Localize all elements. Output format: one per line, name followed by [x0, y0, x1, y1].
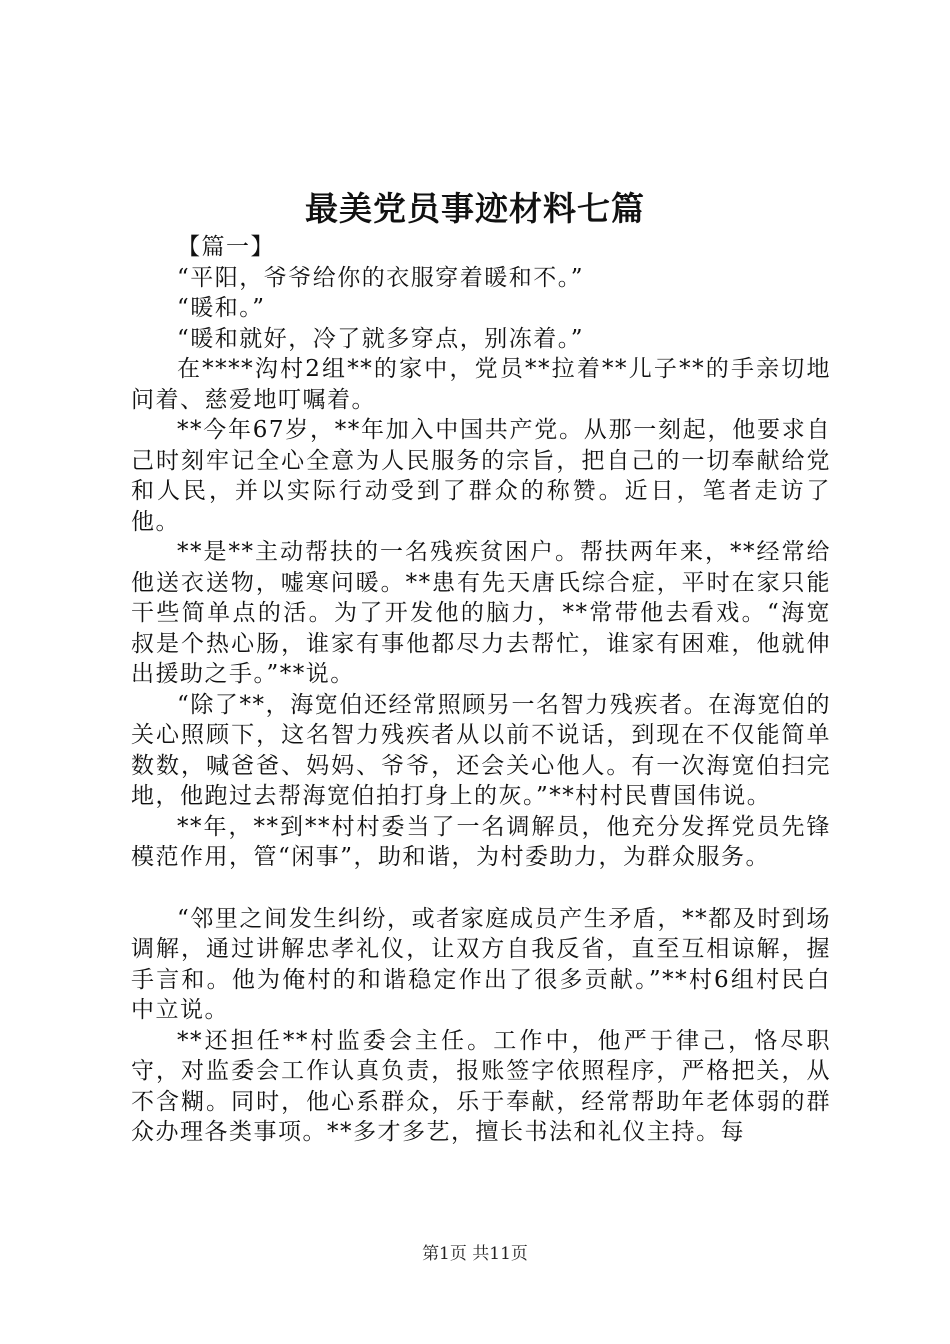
section-heading: 【篇一】 [177, 234, 275, 260]
document-body [131, 232, 831, 1148]
document-title: 最美党员事迹材料七篇 [305, 189, 645, 228]
paragraph: **还担任**村监委会主任。工作中，他严于律己，恪尽职守，对监委会工作认真负责，报账签字依照程序，严格把关，从不含糊。同时，他心系群众，乐于奉献，经常帮助年老体弱的群众办理各类事项。**多才多艺，擅长书法和礼仪主持。每 [131, 1027, 831, 1145]
paragraph: “平阳，爷爷给你的衣服穿着暖和不。” [177, 264, 585, 291]
paragraph: **年，**到**村村委当了一名调解员，他充分发挥党员先锋模范作用，管“闲事”，助和谐，为村委助力，为群众服务。 [131, 813, 831, 870]
paragraph: 在****沟村2组**的家中，党员**拉着**儿子**的手亲切地问着、慈爱地叮嘱着。 [131, 356, 831, 413]
paragraph: “邻里之间发生纠纷，或者家庭成员产生矛盾，**都及时到场调解，通过讲解忠孝礼仪，让双方自我反省，直至互相谅解，握手言和。他为俺村的和谐稳定作出了很多贡献。”**村6组村民白中立说。 [131, 905, 831, 1023]
paragraph: **今年67岁，**年加入中国共产党。从那一刻起，他要求自己时刻牢记全心全意为人民服务的宗旨，把自己的一切奉献给党和人民，并以实际行动受到了群众的称赞。近日，笔者走访了他。 [131, 417, 831, 535]
paragraph: “除了**，海宽伯还经常照顾另一名智力残疾者。在海宽伯的关心照顾下，这名智力残疾者从以前不说话，到现在不仅能简单数数，喊爸爸、妈妈、爷爷，还会关心他人。有一次海宽伯扫完地，他跑过去帮海宽伯拍打身上的灰。”**村村民曹国伟说。 [131, 691, 831, 809]
paragraph: **是**主动帮扶的一名残疾贫困户。帮扶两年来，**经常给他送衣送物，嘘寒问暖。**患有先天唐氏综合症，平时在家只能干些简单点的活。为了开发他的脑力，**常带他去看戏。“海宽叔是个热心肠，谁家有事他都尽力去帮忙，谁家有困难，他就伸出援助之手。”**说。 [131, 539, 831, 687]
paragraph: “暖和就好，冷了就多穿点，别冻着。” [177, 325, 585, 352]
paragraph: “暖和。” [177, 295, 266, 321]
page-number: 第1页 共11页 [422, 1244, 528, 1264]
